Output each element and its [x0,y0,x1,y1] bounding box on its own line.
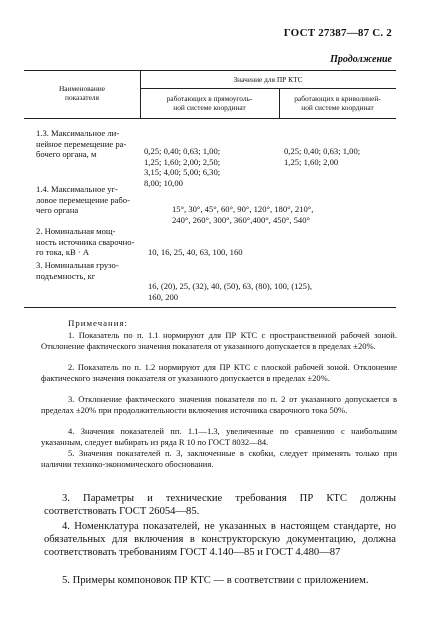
row-values-angular: 15°, 30°, 45°, 60°, 90°, 120°, 180°, 210°, 240°, 260°, 300°, 360°,400°, 450°, 540° [172,204,314,225]
paragraph-4: 4. Номенклатура показателей, не указанных в настоящем стандарте, но обязательных для включения в конструкторскую документацию, должна соответствовать требованиям ГОСТ 4.140—85 и ГОСТ 4.480—87 [44,521,396,559]
row-values-welding-power: 10, 16, 25, 40, 63, 100, 160 [148,247,243,257]
header-rectangular: работающих в прямоуголь- ной системе координат [166,94,253,112]
row-label-angular-displacement: 1.4. Максимальное уг- ловое перемещение рабо- чего органа [36,184,130,216]
paragraph-3: 3. Параметры и технические требования ПР КТС должны соответствовать ГОСТ 26054—85. [44,493,396,518]
header-curvilinear: работающих в криволиней- ной системе координат [294,94,381,112]
note-4: 4. Значения показателей пп. 1.1—1.3, увеличенные по сравнению с наибольшим указанным, следует выбирать из ряда R 10 по ГОСТ 8032—84. [41,426,397,447]
note-1: 1. Показатель по п. 1.1 нормируют для ПР КТС с пространственной рабочей зоной. Отклонение фактического значения показателя от указанного допускается в пределах ±20%. [41,330,397,351]
note-2: 2. Показатель по п. 1.2 нормируют для ПР КТС с плоской рабочей зоной. Отклонение фактического значения показателя от указанного допускается в пределах ±20%. [41,362,397,383]
header-parameter-name: Наименование показателя [58,84,106,102]
document-code: ГОСТ 27387—87 С. 2 [283,27,392,39]
row-values-rectangular: 0,25; 0,40; 0,63; 1,00; 1,25; 1,60; 2,00; 2,50; 3,15; 4,00; 5,00; 6,30; 8,00; 10,00 [144,146,221,189]
header-value: Значение для ПР КТС [233,75,303,84]
row-values-load-capacity: 16, (20), 25, (32), 40, (50), 63, (80), 100, (125), 160, 200 [148,281,312,302]
paragraph-5: 5. Примеры компоновок ПР КТС — в соответствии с приложением. [62,575,369,586]
table-header-bottom-rule [24,118,396,119]
notes-title: Примечания: [68,318,128,328]
note-3: 3. Отклонение фактического значения показателя по п. 2 от указанного допускается в пределах ±20% при продолжительности включения источника сварочного тока 50%. [41,394,397,415]
continuation-label: Продолжение [330,54,392,65]
row-label-load-capacity: 3. Номинальная грузо- подъемность, кг [36,260,119,281]
row-values-curvilinear: 0,25; 0,40; 0,63; 1,00; 1,25; 1,60; 2,00 [284,146,361,167]
row-label-linear-displacement: 1.3. Максимальное ли- нейное перемещение ра- бочего органа, м [36,128,127,160]
table-bottom-rule [24,307,396,308]
table-top-rule [24,70,396,71]
row-label-welding-power: 2. Номинальная мощ- ность источника сварочно- го тока, кВ · А [36,226,135,258]
table-subheader-rule [140,88,396,89]
note-5: 5. Значения показателей п. 3, заключенные в скобки, следует применять только при наличии технико-экономического обоснования. [41,448,397,469]
